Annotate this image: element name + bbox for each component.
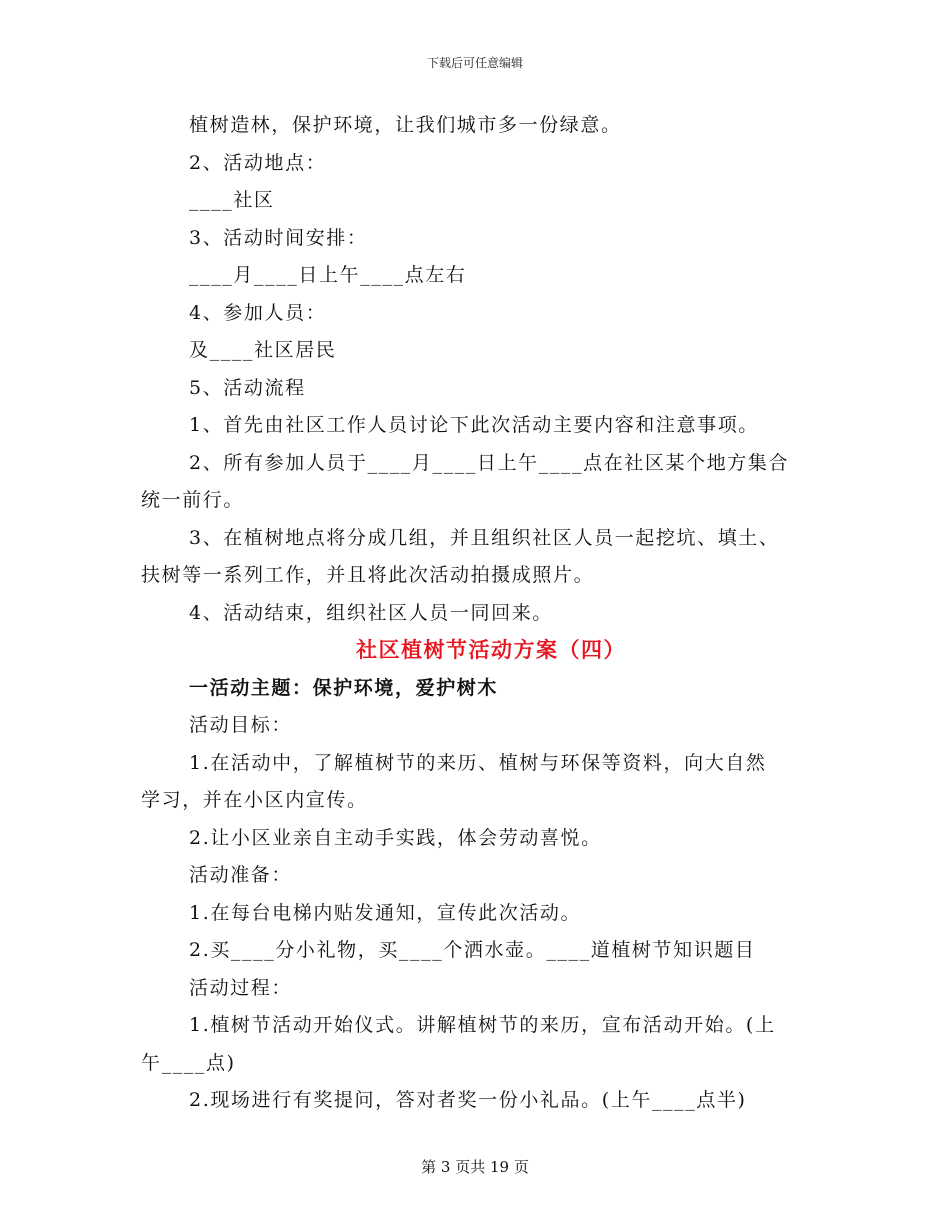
section-heading: 4、参加人员： xyxy=(189,301,327,324)
section-heading: 2、活动地点： xyxy=(189,151,327,174)
list-item: 1.在活动中，了解植树节的来历、植树与环保等资料，向大自然 xyxy=(189,751,767,774)
list-item: 2.买____分小礼物，买____个洒水壶。____道植树节知识题目 xyxy=(189,939,756,961)
list-item-continuation: 学习，并在小区内宣传。 xyxy=(141,789,368,811)
paragraph-line: 及____社区居民 xyxy=(189,339,337,361)
section-heading: 活动目标： xyxy=(189,714,293,736)
section-heading: 活动准备： xyxy=(189,864,293,886)
list-item: 1.植树节活动开始仪式。讲解植树节的来历，宣布活动开始。(上 xyxy=(189,1014,776,1036)
list-item: 2、所有参加人员于____月____日上午____点在社区某个地方集合 xyxy=(189,451,790,474)
list-item: 1.在每台电梯内贴发通知，宣传此次活动。 xyxy=(189,901,582,924)
document-body xyxy=(141,107,821,1120)
list-item: 3、在植树地点将分成几组，并且组织社区人员一起挖坑、填土、 xyxy=(189,526,780,549)
section-heading: 5、活动流程 xyxy=(189,376,306,399)
list-item-continuation: 扶树等一系列工作，并且将此次活动拍摄成照片。 xyxy=(141,564,595,586)
section-heading: 活动过程： xyxy=(189,976,293,999)
section-heading: 3、活动时间安排： xyxy=(189,226,368,249)
list-item: 2.现场进行有奖提问，答对者奖一份小礼品。(上午____点半) xyxy=(189,1089,747,1111)
list-item-continuation: 统一前行。 xyxy=(141,489,245,511)
document-section-title: 社区植树节活动方案（四） xyxy=(356,638,626,662)
list-item: 2.让小区业亲自主动手实践，体会劳动喜悦。 xyxy=(189,826,602,849)
paragraph-line: 植树造林，保护环境，让我们城市多一份绿意。 xyxy=(189,114,622,136)
list-item-continuation: 午____点) xyxy=(141,1051,236,1074)
page-header: 下载后可任意编辑 xyxy=(426,56,523,70)
paragraph-line: ____社区 xyxy=(189,189,275,211)
paragraph-line: ____月____日上午____点左右 xyxy=(189,264,467,286)
list-item: 1、首先由社区工作人员讨论下此次活动主要内容和注意事项。 xyxy=(189,414,759,436)
page-number-footer: 第 3 页共 19 页 xyxy=(421,1158,529,1176)
activity-theme-heading: 一活动主题：保护环境，爱护树木 xyxy=(189,676,499,699)
list-item: 4、活动结束，组织社区人员一同回来。 xyxy=(189,601,553,624)
